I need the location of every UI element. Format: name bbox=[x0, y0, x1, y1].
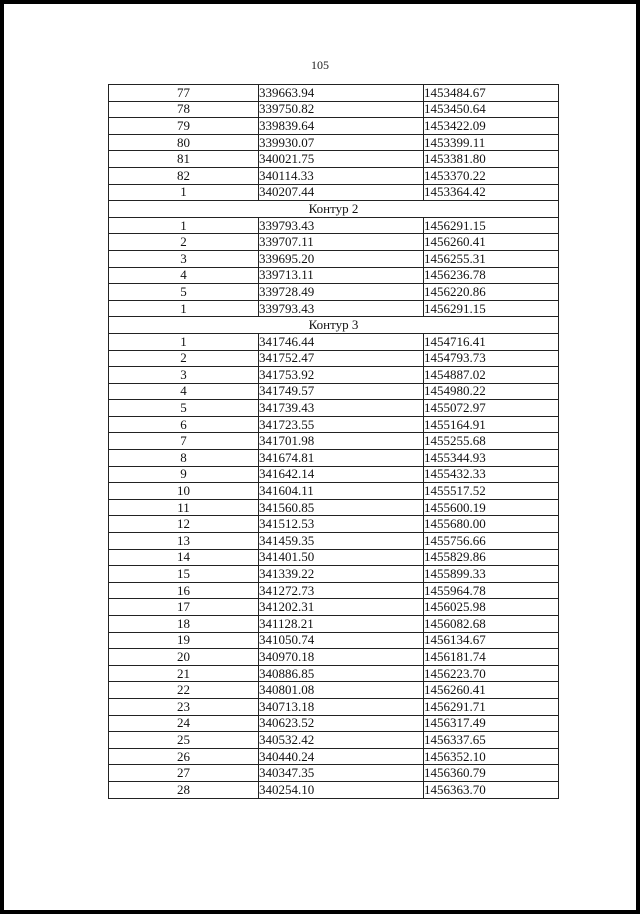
point-number: 17 bbox=[109, 599, 259, 616]
point-number: 5 bbox=[109, 400, 259, 417]
y-coordinate: 1455164.91 bbox=[424, 416, 559, 433]
point-number: 28 bbox=[109, 781, 259, 798]
point-number: 80 bbox=[109, 134, 259, 151]
y-coordinate: 1456082.68 bbox=[424, 616, 559, 633]
table-row bbox=[109, 85, 559, 102]
table-row bbox=[109, 118, 559, 135]
table-row bbox=[109, 765, 559, 782]
point-number: 79 bbox=[109, 118, 259, 135]
table-row bbox=[109, 715, 559, 732]
y-coordinate: 1456363.70 bbox=[424, 781, 559, 798]
y-coordinate: 1453381.80 bbox=[424, 151, 559, 168]
x-coordinate: 341701.98 bbox=[259, 433, 424, 450]
y-coordinate: 1454980.22 bbox=[424, 383, 559, 400]
section-title: Контур 2 bbox=[109, 201, 559, 218]
x-coordinate: 340254.10 bbox=[259, 781, 424, 798]
table-row bbox=[109, 333, 559, 350]
point-number: 1 bbox=[109, 300, 259, 317]
x-coordinate: 341674.81 bbox=[259, 450, 424, 467]
x-coordinate: 341512.53 bbox=[259, 516, 424, 533]
point-number: 1 bbox=[109, 217, 259, 234]
y-coordinate: 1453399.11 bbox=[424, 134, 559, 151]
y-coordinate: 1455756.66 bbox=[424, 533, 559, 550]
x-coordinate: 339707.11 bbox=[259, 234, 424, 251]
point-number: 10 bbox=[109, 483, 259, 500]
table-row bbox=[109, 267, 559, 284]
y-coordinate: 1456223.70 bbox=[424, 665, 559, 682]
y-coordinate: 1456181.74 bbox=[424, 649, 559, 666]
x-coordinate: 341128.21 bbox=[259, 616, 424, 633]
point-number: 7 bbox=[109, 433, 259, 450]
point-number: 1 bbox=[109, 184, 259, 201]
table-row bbox=[109, 466, 559, 483]
table-row bbox=[109, 698, 559, 715]
x-coordinate: 341746.44 bbox=[259, 333, 424, 350]
table-row bbox=[109, 632, 559, 649]
y-coordinate: 1453422.09 bbox=[424, 118, 559, 135]
x-coordinate: 339793.43 bbox=[259, 217, 424, 234]
y-coordinate: 1453370.22 bbox=[424, 167, 559, 184]
y-coordinate: 1454793.73 bbox=[424, 350, 559, 367]
y-coordinate: 1456220.86 bbox=[424, 284, 559, 301]
point-number: 21 bbox=[109, 665, 259, 682]
section-header-row bbox=[109, 317, 559, 334]
y-coordinate: 1455680.00 bbox=[424, 516, 559, 533]
point-number: 27 bbox=[109, 765, 259, 782]
x-coordinate: 340713.18 bbox=[259, 698, 424, 715]
table-row bbox=[109, 383, 559, 400]
section-title: Контур 3 bbox=[109, 317, 559, 334]
point-number: 25 bbox=[109, 732, 259, 749]
table-row bbox=[109, 483, 559, 500]
y-coordinate: 1456291.15 bbox=[424, 300, 559, 317]
x-coordinate: 339750.82 bbox=[259, 101, 424, 118]
x-coordinate: 340440.24 bbox=[259, 748, 424, 765]
y-coordinate: 1455517.52 bbox=[424, 483, 559, 500]
table-row bbox=[109, 516, 559, 533]
point-number: 81 bbox=[109, 151, 259, 168]
point-number: 8 bbox=[109, 450, 259, 467]
y-coordinate: 1453364.42 bbox=[424, 184, 559, 201]
x-coordinate: 340347.35 bbox=[259, 765, 424, 782]
table-row bbox=[109, 599, 559, 616]
x-coordinate: 341753.92 bbox=[259, 367, 424, 384]
coordinates-table bbox=[108, 84, 559, 799]
table-row bbox=[109, 649, 559, 666]
y-coordinate: 1455899.33 bbox=[424, 566, 559, 583]
table-row bbox=[109, 433, 559, 450]
table-row bbox=[109, 748, 559, 765]
point-number: 4 bbox=[109, 383, 259, 400]
page-number: 105 bbox=[311, 58, 329, 72]
point-number: 12 bbox=[109, 516, 259, 533]
y-coordinate: 1456291.71 bbox=[424, 698, 559, 715]
y-coordinate: 1456360.79 bbox=[424, 765, 559, 782]
y-coordinate: 1455072.97 bbox=[424, 400, 559, 417]
point-number: 13 bbox=[109, 533, 259, 550]
point-number: 26 bbox=[109, 748, 259, 765]
x-coordinate: 340532.42 bbox=[259, 732, 424, 749]
y-coordinate: 1455432.33 bbox=[424, 466, 559, 483]
x-coordinate: 339663.94 bbox=[259, 85, 424, 102]
table-row bbox=[109, 549, 559, 566]
point-number: 9 bbox=[109, 466, 259, 483]
x-coordinate: 340623.52 bbox=[259, 715, 424, 732]
table-row bbox=[109, 499, 559, 516]
table-row bbox=[109, 732, 559, 749]
table-row bbox=[109, 566, 559, 583]
point-number: 16 bbox=[109, 582, 259, 599]
table-row bbox=[109, 151, 559, 168]
y-coordinate: 1454887.02 bbox=[424, 367, 559, 384]
table-row bbox=[109, 416, 559, 433]
table-row bbox=[109, 367, 559, 384]
table-row bbox=[109, 582, 559, 599]
x-coordinate: 340207.44 bbox=[259, 184, 424, 201]
x-coordinate: 341202.31 bbox=[259, 599, 424, 616]
y-coordinate: 1456025.98 bbox=[424, 599, 559, 616]
x-coordinate: 341560.85 bbox=[259, 499, 424, 516]
y-coordinate: 1456260.41 bbox=[424, 682, 559, 699]
table-row bbox=[109, 616, 559, 633]
table-row bbox=[109, 300, 559, 317]
point-number: 22 bbox=[109, 682, 259, 699]
point-number: 2 bbox=[109, 350, 259, 367]
section-header-row bbox=[109, 201, 559, 218]
table-row bbox=[109, 665, 559, 682]
x-coordinate: 341604.11 bbox=[259, 483, 424, 500]
table-row bbox=[109, 682, 559, 699]
point-number: 15 bbox=[109, 566, 259, 583]
document-page bbox=[4, 4, 636, 910]
point-number: 6 bbox=[109, 416, 259, 433]
x-coordinate: 340114.33 bbox=[259, 167, 424, 184]
x-coordinate: 341723.55 bbox=[259, 416, 424, 433]
x-coordinate: 339728.49 bbox=[259, 284, 424, 301]
y-coordinate: 1453450.64 bbox=[424, 101, 559, 118]
x-coordinate: 341739.43 bbox=[259, 400, 424, 417]
y-coordinate: 1456260.41 bbox=[424, 234, 559, 251]
table-row bbox=[109, 284, 559, 301]
table-row bbox=[109, 184, 559, 201]
x-coordinate: 341339.22 bbox=[259, 566, 424, 583]
y-coordinate: 1455344.93 bbox=[424, 450, 559, 467]
x-coordinate: 340970.18 bbox=[259, 649, 424, 666]
point-number: 20 bbox=[109, 649, 259, 666]
x-coordinate: 341050.74 bbox=[259, 632, 424, 649]
x-coordinate: 341749.57 bbox=[259, 383, 424, 400]
y-coordinate: 1456236.78 bbox=[424, 267, 559, 284]
x-coordinate: 339713.11 bbox=[259, 267, 424, 284]
y-coordinate: 1455600.19 bbox=[424, 499, 559, 516]
table-row bbox=[109, 167, 559, 184]
y-coordinate: 1456337.65 bbox=[424, 732, 559, 749]
x-coordinate: 339930.07 bbox=[259, 134, 424, 151]
point-number: 23 bbox=[109, 698, 259, 715]
y-coordinate: 1455964.78 bbox=[424, 582, 559, 599]
x-coordinate: 339839.64 bbox=[259, 118, 424, 135]
point-number: 14 bbox=[109, 549, 259, 566]
x-coordinate: 341459.35 bbox=[259, 533, 424, 550]
point-number: 3 bbox=[109, 250, 259, 267]
x-coordinate: 339793.43 bbox=[259, 300, 424, 317]
y-coordinate: 1456255.31 bbox=[424, 250, 559, 267]
table-row bbox=[109, 101, 559, 118]
x-coordinate: 341272.73 bbox=[259, 582, 424, 599]
x-coordinate: 339695.20 bbox=[259, 250, 424, 267]
table-row bbox=[109, 350, 559, 367]
point-number: 4 bbox=[109, 267, 259, 284]
y-coordinate: 1455255.68 bbox=[424, 433, 559, 450]
table-row bbox=[109, 781, 559, 798]
point-number: 82 bbox=[109, 167, 259, 184]
x-coordinate: 341752.47 bbox=[259, 350, 424, 367]
point-number: 11 bbox=[109, 499, 259, 516]
x-coordinate: 341642.14 bbox=[259, 466, 424, 483]
table-row bbox=[109, 400, 559, 417]
table-row bbox=[109, 134, 559, 151]
point-number: 1 bbox=[109, 333, 259, 350]
y-coordinate: 1456291.15 bbox=[424, 217, 559, 234]
point-number: 5 bbox=[109, 284, 259, 301]
y-coordinate: 1456134.67 bbox=[424, 632, 559, 649]
table-row bbox=[109, 450, 559, 467]
x-coordinate: 340801.08 bbox=[259, 682, 424, 699]
point-number: 24 bbox=[109, 715, 259, 732]
point-number: 19 bbox=[109, 632, 259, 649]
table-row bbox=[109, 217, 559, 234]
y-coordinate: 1456352.10 bbox=[424, 748, 559, 765]
coordinates-table-body bbox=[109, 85, 559, 799]
table-row bbox=[109, 533, 559, 550]
y-coordinate: 1456317.49 bbox=[424, 715, 559, 732]
point-number: 2 bbox=[109, 234, 259, 251]
table-row bbox=[109, 250, 559, 267]
x-coordinate: 340886.85 bbox=[259, 665, 424, 682]
point-number: 77 bbox=[109, 85, 259, 102]
y-coordinate: 1453484.67 bbox=[424, 85, 559, 102]
point-number: 18 bbox=[109, 616, 259, 633]
y-coordinate: 1454716.41 bbox=[424, 333, 559, 350]
x-coordinate: 341401.50 bbox=[259, 549, 424, 566]
table-row bbox=[109, 234, 559, 251]
x-coordinate: 340021.75 bbox=[259, 151, 424, 168]
point-number: 78 bbox=[109, 101, 259, 118]
point-number: 3 bbox=[109, 367, 259, 384]
y-coordinate: 1455829.86 bbox=[424, 549, 559, 566]
